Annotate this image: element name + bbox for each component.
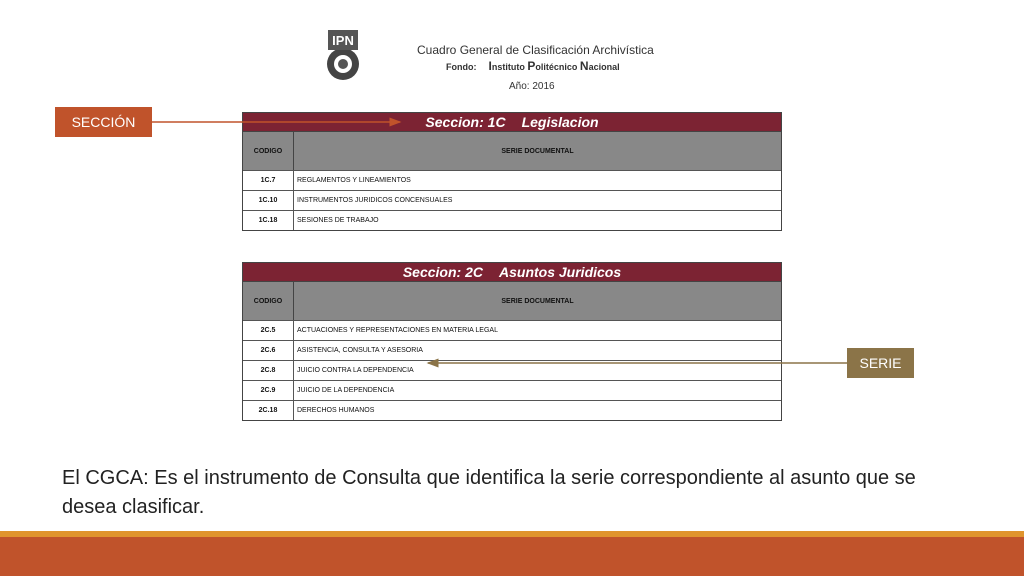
col-series-header: SERIE DOCUMENTAL [501, 147, 574, 155]
fondo-label: Fondo: [446, 62, 477, 72]
col-code-header: CODIGO [243, 282, 294, 320]
row-code: 1C.7 [243, 171, 294, 190]
fondo-value: Instituto Politécnico Nacional [488, 59, 620, 73]
row-code: 2C.9 [243, 381, 294, 400]
section-header: Seccion: 1C Legislacion [243, 113, 781, 131]
col-series-header: SERIE DOCUMENTAL [501, 297, 574, 305]
serie-callout: SERIE [847, 348, 914, 378]
row-code: 2C.5 [243, 321, 294, 340]
col-code-header: CODIGO [243, 132, 294, 170]
row-desc: REGLAMENTOS Y LINEAMIENTOS [297, 177, 411, 184]
seccion-callout: SECCIÓN [55, 107, 152, 137]
footer-band [0, 537, 1024, 576]
row-desc: JUICIO DE LA DEPENDENCIA [297, 387, 395, 394]
row-desc: ACTUACIONES Y REPRESENTACIONES EN MATERIA LEGAL [297, 327, 498, 334]
document-title: Cuadro General de Clasificación Archivística [417, 43, 654, 57]
row-code: 1C.10 [243, 191, 294, 210]
row-code: 1C.18 [243, 211, 294, 230]
row-code: 2C.18 [243, 401, 294, 420]
row-desc: JUICIO CONTRA LA DEPENDENCIA [297, 367, 414, 374]
row-desc: DERECHOS HUMANOS [297, 407, 375, 414]
row-code: 2C.8 [243, 361, 294, 380]
section-header: Seccion: 2C Asuntos Juridicos [243, 263, 781, 281]
row-code: 2C.6 [243, 341, 294, 360]
row-desc: ASISTENCIA, CONSULTA Y ASESORIA [297, 347, 423, 354]
row-desc: INSTRUMENTOS JURIDICOS CONCENSUALES [297, 197, 453, 204]
caption-text: El CGCA: Es el instrumento de Consulta que identifica la serie correspondiente al asunto que se desea clasificar. [62, 467, 916, 518]
row-desc: SESIONES DE TRABAJO [297, 217, 379, 224]
year-label: Año: 2016 [509, 81, 555, 92]
logo-text: IPN [332, 33, 354, 48]
